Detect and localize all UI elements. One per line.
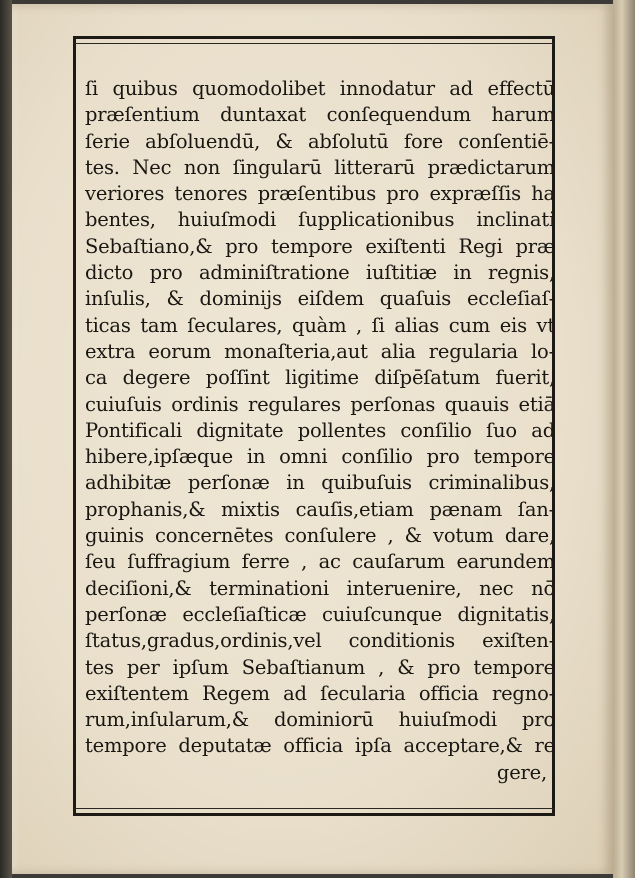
text-line-1: ſi quibus quomodolibet innodatur ad effectū bbox=[85, 77, 555, 100]
page-text-block bbox=[85, 76, 555, 786]
page-edge-stack bbox=[613, 0, 635, 878]
text-line-2: præſentium duntaxat conſequendum harum bbox=[85, 103, 555, 127]
text-line-7: Sebaſtiano,& pro tempore exiſtenti Regi præ bbox=[85, 234, 555, 258]
text-line-22: ſtatus,gradus,ordinis,vel conditionis exiſten- bbox=[85, 629, 555, 653]
text-line-23: tes per ipſum Sebaſtianum , & pro tempore bbox=[85, 655, 555, 679]
text-line-12: ca degere poſſint ligitime diſpēſatum fuerit, bbox=[85, 366, 555, 390]
text-line-13: cuiuſuis ordinis regulares perſonas quauis etiā bbox=[85, 392, 555, 416]
text-line-3: ſerie abſoluendū, & abſolutū fore conſentiē- bbox=[85, 129, 555, 153]
text-line-11: extra eorum monaſteria,aut alia regularia lo- bbox=[85, 339, 555, 363]
text-line-9: inſulis, & dominijs eiſdem quaſuis eccleſiaſ- bbox=[85, 287, 555, 311]
text-line-6: bentes, huiuſmodi ſupplicationibus inclinati bbox=[85, 208, 555, 232]
text-line-5: veriores tenores præſentibus pro expræſſis ha bbox=[85, 182, 555, 206]
book-gutter-shadow bbox=[0, 0, 12, 878]
text-line-18: guinis concernētes conſulere , & votum dare, bbox=[85, 524, 555, 548]
text-line-15: hibere,ipſæque in omni conſilio pro tempore bbox=[85, 445, 555, 469]
text-line-25: rum,inſularum,& dominiorū huiuſmodi pro bbox=[85, 708, 555, 732]
text-line-16: adhibitæ perſonæ in quibuſuis criminalibus, bbox=[85, 471, 555, 495]
text-line-21: perſonæ eccleſiaſticæ cuiuſcunque dignitatis, bbox=[85, 602, 555, 626]
text-line-17: prophanis,& mixtis cauſis,etiam pænam ſan- bbox=[85, 497, 555, 521]
text-line-26: tempore deputatæ officia ipſa acceptare,& re bbox=[85, 734, 555, 758]
text-line-20: deciſioni,& terminationi interuenire, nec nō bbox=[85, 576, 555, 600]
text-line-24: exiſtentem Regem ad ſecularia officia regno- bbox=[85, 681, 555, 705]
text-line-19: ſeu ſuffragium ferre , ac cauſarum earundem bbox=[85, 550, 555, 574]
text-line-8: dicto pro adminiſtratione iuſtitiæ in regnis, bbox=[85, 261, 555, 285]
text-line-4: tes. Nec non ſingularū litterarū prædictarum bbox=[85, 155, 555, 179]
text-line-14: Pontificali dignitate pollentes conſilio ſuo ad bbox=[85, 418, 555, 442]
text-line-10: ticas tam ſeculares, quàm , ſi alias cum eis vt bbox=[85, 313, 555, 337]
catchword: gere, bbox=[496, 760, 547, 784]
